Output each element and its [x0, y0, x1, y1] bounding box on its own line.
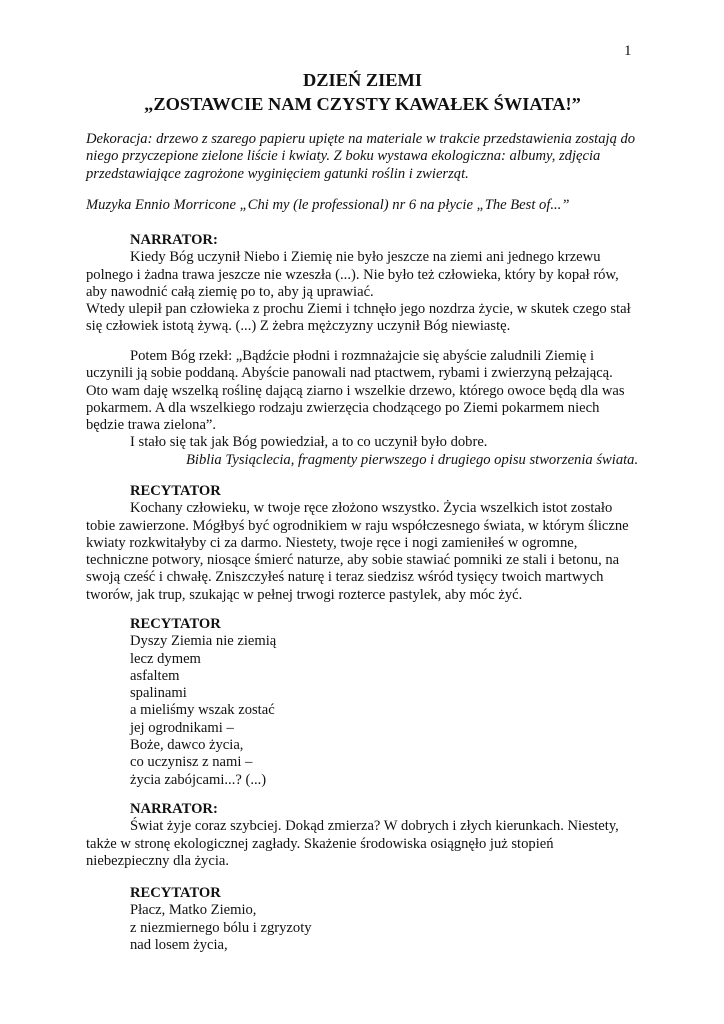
page-title	[86, 68, 639, 116]
text-line: niebezpieczny dla życia.	[86, 852, 230, 869]
text-line: kwiaty rozkwitałyby ci za darmo. Niestety, twoje ręce i nogi zamieniłeś w ogromne,	[86, 534, 578, 551]
text-line: Dekoracja: drzewo z szarego papieru upięte na materiale w trakcie przedstawienia zostają do	[86, 131, 636, 147]
text-line: tobie zawierzone. Mógłbyś być ogrodnikiem w raju współczesnego świata, w którym śliczne	[86, 517, 629, 534]
poem-line: jej ogrodnikami –	[130, 719, 234, 736]
text-line: się człowiek istotą żywą. (...) Z żebra mężczyzny uczynił Bóg niewiastę.	[86, 318, 511, 335]
text-line: Wtedy ulepił pan człowieka z prochu Ziemi i tchnęło jego nozdrza życie, w skutek czego stał	[86, 301, 631, 318]
poem-line: lecz dymem	[130, 650, 201, 667]
text-line: będzie trawa zielona”.	[86, 417, 217, 434]
title-line-2: „ZOSTAWCIE NAM CZYSTY KAWAŁEK ŚWIATA!”	[144, 94, 581, 114]
poem-line: co uczynisz z nami –	[130, 754, 253, 771]
text-line: tworów, jak trup, szukając w pełnej trwogi rozterce pastylek, aby móc żyć.	[86, 586, 523, 603]
decoration-paragraph	[86, 131, 646, 183]
narrator-section	[86, 232, 646, 336]
speaker-label: RECYTATOR	[130, 616, 221, 632]
recitator-poem-section	[86, 616, 690, 789]
poem-line: z niezmiernego bólu i zgryzoty	[130, 919, 312, 936]
speaker-label: RECYTATOR	[130, 483, 221, 499]
music-note: Muzyka Ennio Morricone „Chi my (le professional) nr 6 na płycie „The Best of...”	[86, 197, 570, 213]
text-line: aby nawodnić całą ziemię po to, aby ją uprawiać.	[86, 283, 374, 300]
text-line: Kochany człowieku, w twoje ręce złożono wszystko. Życia wszelkich istot zostało	[130, 500, 613, 517]
text-line: polnego i żadna trawa jeszcze nie wzeszła (...). Nie było też człowieka, który by kopał rów,	[86, 266, 619, 283]
text-line: niego przyczepione zielone liście i kwiaty. Z boku wystawa ekologiczna: albumy, zdjęcia	[86, 148, 601, 165]
text-line: Kiedy Bóg uczynił Niebo i Ziemię nie było jeszcze na ziemi ani jednego krzewu	[130, 249, 601, 266]
narrator-section-2	[86, 801, 646, 870]
speaker-label: NARRATOR:	[130, 232, 218, 248]
poem-line: a mieliśmy wszak zostać	[130, 702, 275, 719]
text-line: techniczne potwory, niosące śmierć naturze, aby sobie stawiać pomniki ze stali i betonu, na	[86, 552, 620, 569]
text-line: swoją cześć i chwałę. Zniszczyłeś naturę i teraz siedzisz wśród tysięcy twoich martwych	[86, 569, 604, 586]
poem-line: Płacz, Matko Ziemio,	[130, 902, 257, 919]
speaker-label: NARRATOR:	[130, 801, 218, 817]
text-line: I stało się tak jak Bóg powiedział, a to co uczynił było dobre.	[130, 434, 488, 451]
text-line: Oto wam daję wszelką roślinę dającą ziarno i wszelkie drzewo, którego owoce będą dla was	[86, 382, 625, 399]
title-line-1: DZIEŃ ZIEMI	[302, 70, 423, 90]
text-line: pokarmem. A dla wszelkiego rodzaju zwierzęcia chodzącego po Ziemi pokarmem niech	[86, 399, 600, 416]
text-line: Potem Bóg rzekł: „Bądźcie płodni i rozmnażajcie się abyście zaludnili Ziemię i	[130, 348, 594, 364]
narrator-continuation	[86, 348, 646, 469]
recitator-section	[86, 483, 646, 604]
text-line: także w stronę ekologicznej zagłady. Skażenie środowiska osiągnęło już stopień	[86, 835, 554, 852]
poem-line: nad losem życia,	[130, 936, 228, 953]
text-line: Świat żyje coraz szybciej. Dokąd zmierza? W dobrych i złych kierunkach. Niestety,	[130, 818, 619, 835]
poem-line: spalinami	[130, 685, 187, 702]
poem-line: Boże, dawco życia,	[130, 737, 244, 754]
page-number: 1	[624, 43, 632, 59]
bible-citation: Biblia Tysiąclecia, fragmenty pierwszego i drugiego opisu stworzenia świata.	[186, 451, 639, 468]
speaker-label: RECYTATOR	[130, 885, 221, 901]
poem-line: Dyszy Ziemia nie ziemią	[130, 633, 277, 650]
recitator-poem-section-2	[86, 885, 690, 954]
text-line: przedstawiające zagrożone wyginięciem gatunki roślin i zwierząt.	[86, 165, 469, 182]
text-line: uczynili ją sobie poddaną. Abyście panowali nad ptactwem, rybami i zwierzyną pełzającą.	[86, 365, 613, 382]
poem-line: życia zabójcami...? (...)	[130, 771, 267, 788]
poem-line: asfaltem	[130, 667, 180, 684]
